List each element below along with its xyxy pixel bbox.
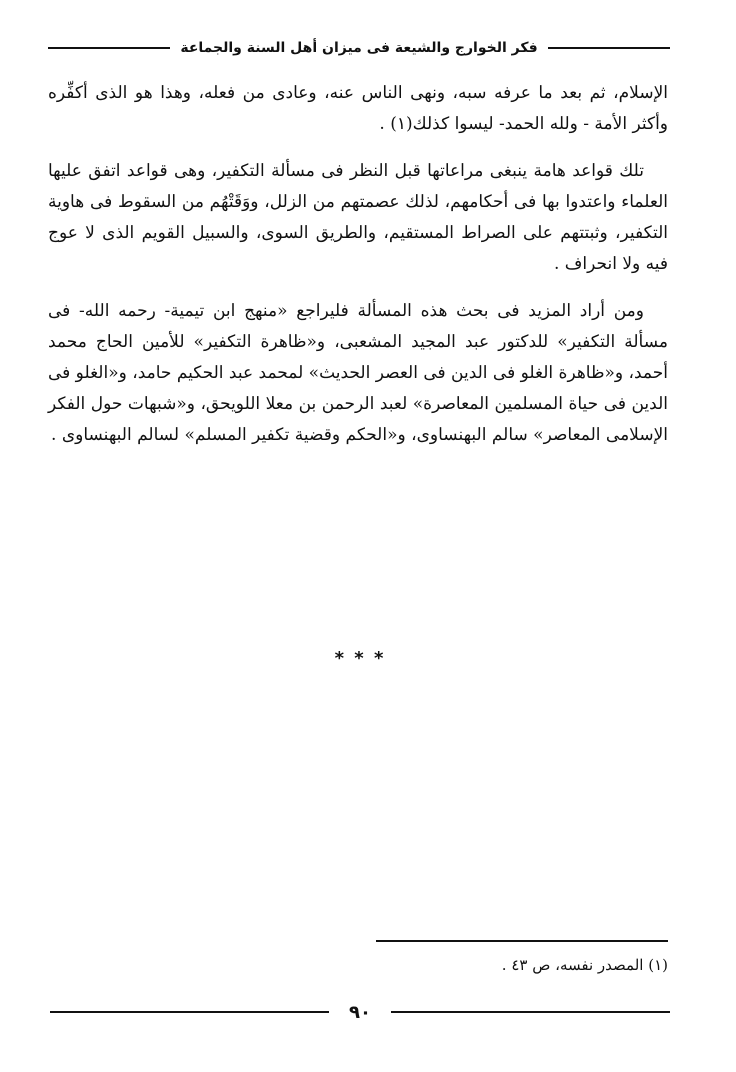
paragraph-1: الإسلام، ثم بعد ما عرفه سبه، ونهى الناس عنه، وعادى من فعله، وهذا هو الذى أكفِّره وأكثر الأمة - ولله الحمد- ليسوا كذلك(١) . [48,83,668,134]
running-title: فكر الخوارج والشيعة فى ميزان أهل السنة والجماعة [180,40,538,56]
paragraph-2: تلك قواعد هامة ينبغى مراعاتها قبل النظر فى مسألة التكفير، وهى قواعد اتفق عليها العلماء واعتدوا بها فى أحكامهم، لذلك عصمتهم من الزلل، ووَقَتْهُم من السقوط فى هاوية التكفير، وثبتتهم على الصراط المستقيم، والطريق السوى، والسبيل القويم الذى لا عوج فيه ولا انحراف . [48,161,668,274]
footer-rule-left [50,1011,329,1013]
footnote: (١) المصدر نفسه، ص ٤٣ . [501,956,668,974]
footnote-rule [376,940,668,942]
footer-rule-right [391,1011,670,1013]
page-number: ٩٠ [349,1001,371,1023]
header-rule-left [48,47,170,49]
paragraph-3: ومن أراد المزيد فى بحث هذه المسألة فليراجع «منهج ابن تيمية- رحمه الله- فى مسألة التكفير» للدكتور عبد المجيد المشعبى، و«ظاهرة التكفير» للأمين الحاج محمد أحمد، و«ظاهرة الغلو فى الدين فى العصر الحديث» لمحمد عبد الحكيم حامد، و«الغلو فى الدين فى حياة المسلمين المعاصرة» لعبد الرحمن بن معلا اللويحق، و«شبهات حول الفكر الإسلامى المعاصر» سالم البهنساوى، و«الحكم وقضية تكفير المسلم» لسالم البهنساوى . [47,301,668,445]
running-header [48,36,670,60]
section-separator: * * * [334,648,386,669]
page-footer [50,1000,670,1024]
header-rule-right [548,47,670,49]
body-text [48,78,668,467]
